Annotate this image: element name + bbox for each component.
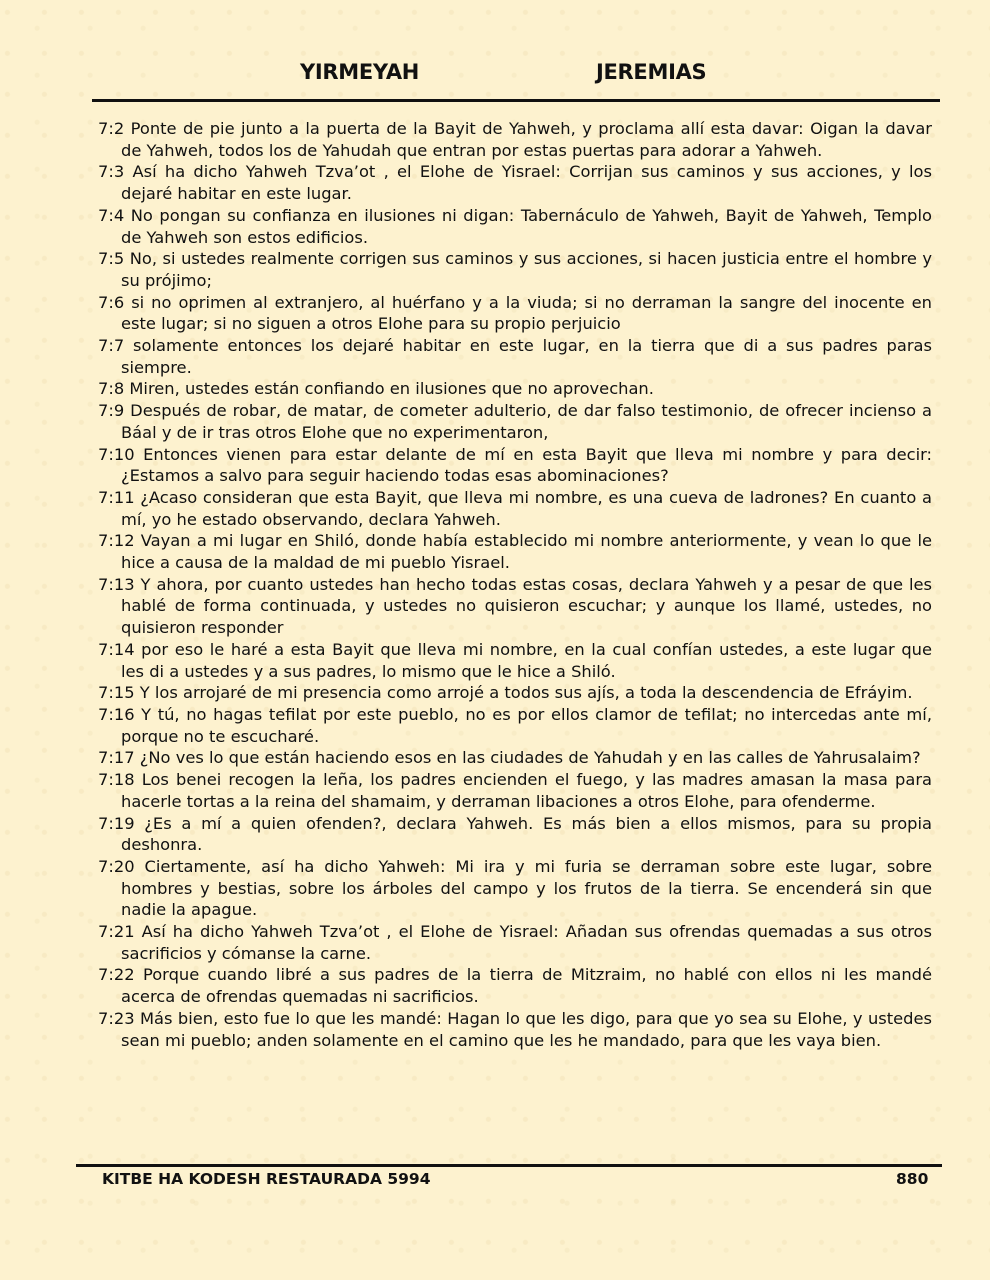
verse-7-16: 7:16 Y tú, no hagas tefilat por este pueblo, no es por ellos clamor de tefilat; no intercedas ante mí, porque no te escucharé. xyxy=(98,704,932,746)
header-spanish-title: JEREMIAS xyxy=(596,60,707,84)
verse-7-11: 7:11 ¿Acaso consideran que esta Bayit, que lleva mi nombre, es una cueva de ladrones? En cuanto a mí, yo he estado observando, declara Yahweh. xyxy=(98,487,932,529)
verse-7-17: 7:17 ¿No ves lo que están haciendo esos en las ciudades de Yahudah y en las calles de Yahrusalaim? xyxy=(98,748,921,768)
verse-7-5: 7:5 No, si ustedes realmente corrigen sus caminos y sus acciones, si hacen justicia entre el hombre y su prójimo; xyxy=(98,249,932,290)
verse-7-2: 7:2 Ponte de pie junto a la puerta de la Bayit de Yahweh, y proclama allí esta davar: Oigan la davar de Yahweh, todos los de Yahudah que entran por estas puertas para adorar a Yahweh. xyxy=(98,119,932,160)
verse-7-20: 7:20 Ciertamente, así ha dicho Yahweh: Mi ira y mi furia se derraman sobre este lugar, sobre hombres y bestias, sobre los árboles del campo y los frutos de la tierra. Se encenderá sin que nadie la apague. xyxy=(98,856,932,920)
verse-7-19: 7:19 ¿Es a mí a quien ofenden?, declara Yahweh. Es más bien a ellos mismos, para su propia deshonra. xyxy=(98,813,932,855)
verse-7-23: 7:23 Más bien, esto fue lo que les mandé: Hagan lo que les digo, para que yo sea su Elohe, y ustedes sean mi pueblo; anden solamente en el camino que les he mandado, para que les vaya bien. xyxy=(98,1008,932,1050)
verse-list xyxy=(98,118,932,1051)
footer-divider xyxy=(76,1164,942,1167)
header-hebrew-title: YIRMEYAH xyxy=(300,60,420,84)
page-header xyxy=(0,60,990,90)
page-number: 880 xyxy=(896,1170,929,1188)
verse-7-12: 7:12 Vayan a mi lugar en Shiló, donde había establecido mi nombre anteriormente, y vean lo que le hice a causa de la maldad de mi pueblo Yisrael. xyxy=(98,531,932,573)
verse-7-3: 7:3 Así ha dicho Yahweh Tzva’ot , el Elohe de Yisrael: Corrijan sus caminos y sus acciones, y los dejaré habitar en este lugar. xyxy=(98,162,932,204)
header-divider xyxy=(92,99,940,102)
verse-7-14: 7:14 por eso le haré a esta Bayit que lleva mi nombre, en la cual confían ustedes, a este lugar que les di a ustedes y a sus padres, lo mismo que le hice a Shiló. xyxy=(98,639,932,681)
verse-7-21: 7:21 Así ha dicho Yahweh Tzva’ot , el Elohe de Yisrael: Añadan sus ofrendas quemadas a sus otros sacrificios y cómanse la carne. xyxy=(98,922,932,963)
verse-7-4: 7:4 No pongan su confianza en ilusiones ni digan: Tabernáculo de Yahweh, Bayit de Yahweh, Templo de Yahweh son estos edificios. xyxy=(98,205,932,247)
footer-book-title: KITBE HA KODESH RESTAURADA 5994 xyxy=(102,1170,431,1188)
verse-7-8: 7:8 Miren, ustedes están confiando en ilusiones que no aprovechan. xyxy=(98,379,654,399)
verse-7-15: 7:15 Y los arrojaré de mi presencia como arrojé a todos sus ajís, a toda la descendencia de Efráyim. xyxy=(98,683,913,703)
verse-7-22: 7:22 Porque cuando libré a sus padres de la tierra de Mitzraim, no hablé con ellos ni les mandé acerca de ofrendas quemadas ni sacrificios. xyxy=(98,965,932,1007)
verse-7-7: 7:7 solamente entonces los dejaré habitar en este lugar, en la tierra que di a sus padres paras siempre. xyxy=(98,336,932,377)
page-footer xyxy=(0,1170,990,1192)
verse-7-13: 7:13 Y ahora, por cuanto ustedes han hecho todas estas cosas, declara Yahweh y a pesar de que les hablé de forma continuada, y ustedes no quisieron escuchar; y aunque los llamé, ustedes, no quisieron responder xyxy=(98,574,932,638)
verse-7-6: 7:6 si no oprimen al extranjero, al huérfano y a la viuda; si no derraman la sangre del inocente en este lugar; si no siguen a otros Elohe para su propio perjuicio xyxy=(98,292,932,334)
verse-7-18: 7:18 Los benei recogen la leña, los padres encienden el fuego, y las madres amasan la masa para hacerle tortas a la reina del shamaim, y derraman libaciones a otros Elohe, para ofenderme. xyxy=(98,770,932,811)
verse-7-10: 7:10 Entonces vienen para estar delante de mí en esta Bayit que lleva mi nombre y para decir: ¿Estamos a salvo para seguir haciendo todas esas abominaciones? xyxy=(98,444,932,486)
verse-7-9: 7:9 Después de robar, de matar, de cometer adulterio, de dar falso testimonio, de ofrecer incienso a Báal y de ir tras otros Elohe que no experimentaron, xyxy=(98,401,932,442)
